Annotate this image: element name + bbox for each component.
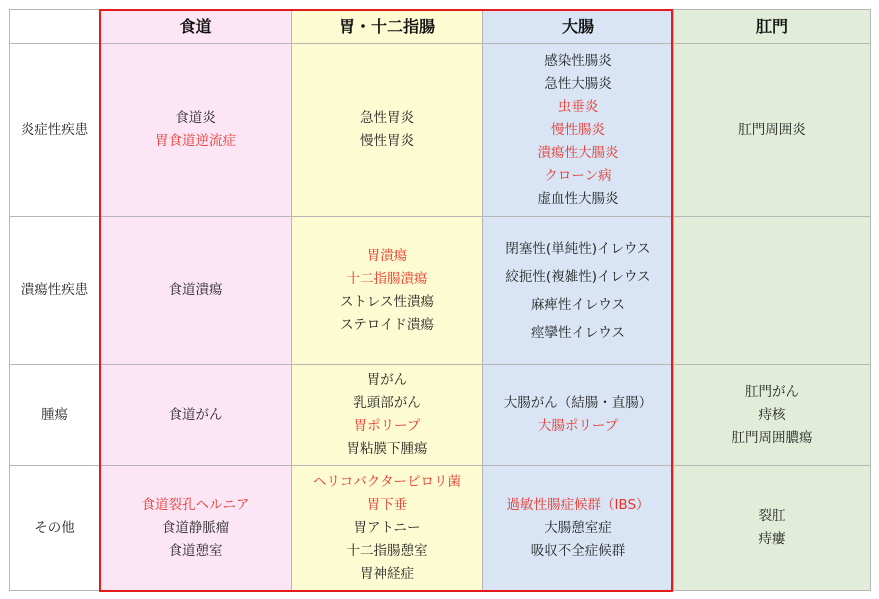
cell-colon — [483, 44, 674, 217]
disease-item: 肛門周囲膿瘍 — [731, 429, 813, 446]
cell-stomach-duodenum — [292, 44, 483, 217]
disease-item: 慢性胃炎 — [360, 133, 414, 149]
disease-item: 過敏性腸症候群（IBS） — [506, 496, 650, 513]
disease-item: 胃潰瘍 — [366, 247, 408, 264]
cell-esophagus — [100, 44, 292, 217]
disease-item: 十二指腸潰瘍 — [346, 270, 428, 287]
disease-item: 麻痺性イレウス — [530, 296, 626, 313]
disease-item: 急性胃炎 — [360, 110, 414, 126]
disease-item: 食道がん — [168, 406, 223, 423]
disease-item: 胃ポリープ — [353, 418, 421, 434]
disease-item: ステロイド潰瘍 — [340, 316, 434, 333]
disease-item: 胃食道逆流症 — [155, 133, 236, 149]
corner-cell — [10, 10, 100, 44]
row-label-inflammatory: 炎症性疾患 — [10, 44, 100, 217]
table-row — [10, 217, 871, 365]
disease-item: 胃アトニー — [353, 519, 421, 536]
disease-item: 閉塞性(単純性)イレウス — [505, 240, 651, 257]
disease-item: 潰瘍性大腸炎 — [537, 144, 619, 161]
row-label-tumor: 腫瘍 — [10, 365, 100, 466]
disease-item: クローン病 — [544, 167, 612, 184]
col-header-stomach-duodenum: 胃・十二指腸 — [292, 10, 483, 44]
header-row — [10, 10, 871, 44]
disease-item: ヘリコバクターピロリ菌 — [313, 473, 461, 490]
disease-item: 虚血性大腸炎 — [537, 190, 619, 207]
disease-item: 虫垂炎 — [557, 98, 599, 115]
disease-item: 食道憩室 — [168, 542, 223, 559]
disease-item: 胃神経症 — [360, 565, 414, 582]
table-row — [10, 44, 871, 217]
cell-colon — [483, 466, 674, 591]
row-label-ulcerative: 潰瘍性疾患 — [10, 217, 100, 365]
disease-item: 胃粘膜下腫瘍 — [346, 441, 428, 457]
disease-item: 大腸ポリープ — [537, 418, 619, 434]
disease-item: 大腸憩室症 — [544, 519, 612, 536]
disease-item: 痔核 — [758, 406, 786, 423]
cell-stomach-duodenum — [292, 466, 483, 591]
disease-item: ストレス性潰瘍 — [339, 293, 435, 310]
disease-item: 急性大腸炎 — [544, 75, 612, 92]
cell-colon — [483, 217, 674, 365]
disease-item: 裂肛 — [758, 508, 786, 524]
col-header-colon: 大腸 — [483, 10, 674, 44]
disease-item: 食道潰瘍 — [168, 282, 223, 298]
cell-esophagus — [100, 217, 292, 365]
disease-item: 胃がん — [366, 372, 408, 388]
disease-item: 肛門周囲炎 — [738, 121, 806, 138]
disease-item: 食道裂孔ヘルニア — [141, 496, 250, 513]
disease-item: 感染性腸炎 — [544, 52, 612, 69]
disease-item: 食道炎 — [175, 110, 216, 126]
disease-classification-table — [9, 9, 871, 591]
disease-item: 慢性腸炎 — [551, 121, 605, 138]
col-header-esophagus: 食道 — [100, 10, 292, 44]
disease-item: 食道静脈瘤 — [161, 519, 230, 536]
table-row — [10, 365, 871, 466]
cell-stomach-duodenum — [292, 365, 483, 466]
cell-stomach-duodenum — [292, 217, 483, 365]
cell-anus — [674, 466, 871, 591]
disease-item: 乳頭部がん — [353, 395, 421, 411]
row-label-other: その他 — [10, 466, 100, 591]
cell-esophagus — [100, 466, 292, 591]
table-row — [10, 466, 871, 591]
disease-item: 絞扼性(複雑性)イレウス — [505, 268, 651, 285]
disease-item: 肛門がん — [745, 383, 799, 400]
col-header-anus: 肛門 — [674, 10, 871, 44]
cell-anus — [674, 217, 871, 365]
cell-anus — [674, 44, 871, 217]
disease-item: 痙攣性イレウス — [530, 324, 626, 341]
disease-item: 十二指腸憩室 — [346, 542, 428, 559]
disease-item: 痔瘻 — [758, 531, 786, 547]
cell-colon — [483, 365, 674, 466]
disease-item: 胃下垂 — [366, 496, 408, 513]
disease-item: 吸収不全症候群 — [530, 542, 626, 559]
cell-anus — [674, 365, 871, 466]
disease-item: 大腸がん（結腸・直腸） — [503, 395, 653, 411]
cell-esophagus — [100, 365, 292, 466]
